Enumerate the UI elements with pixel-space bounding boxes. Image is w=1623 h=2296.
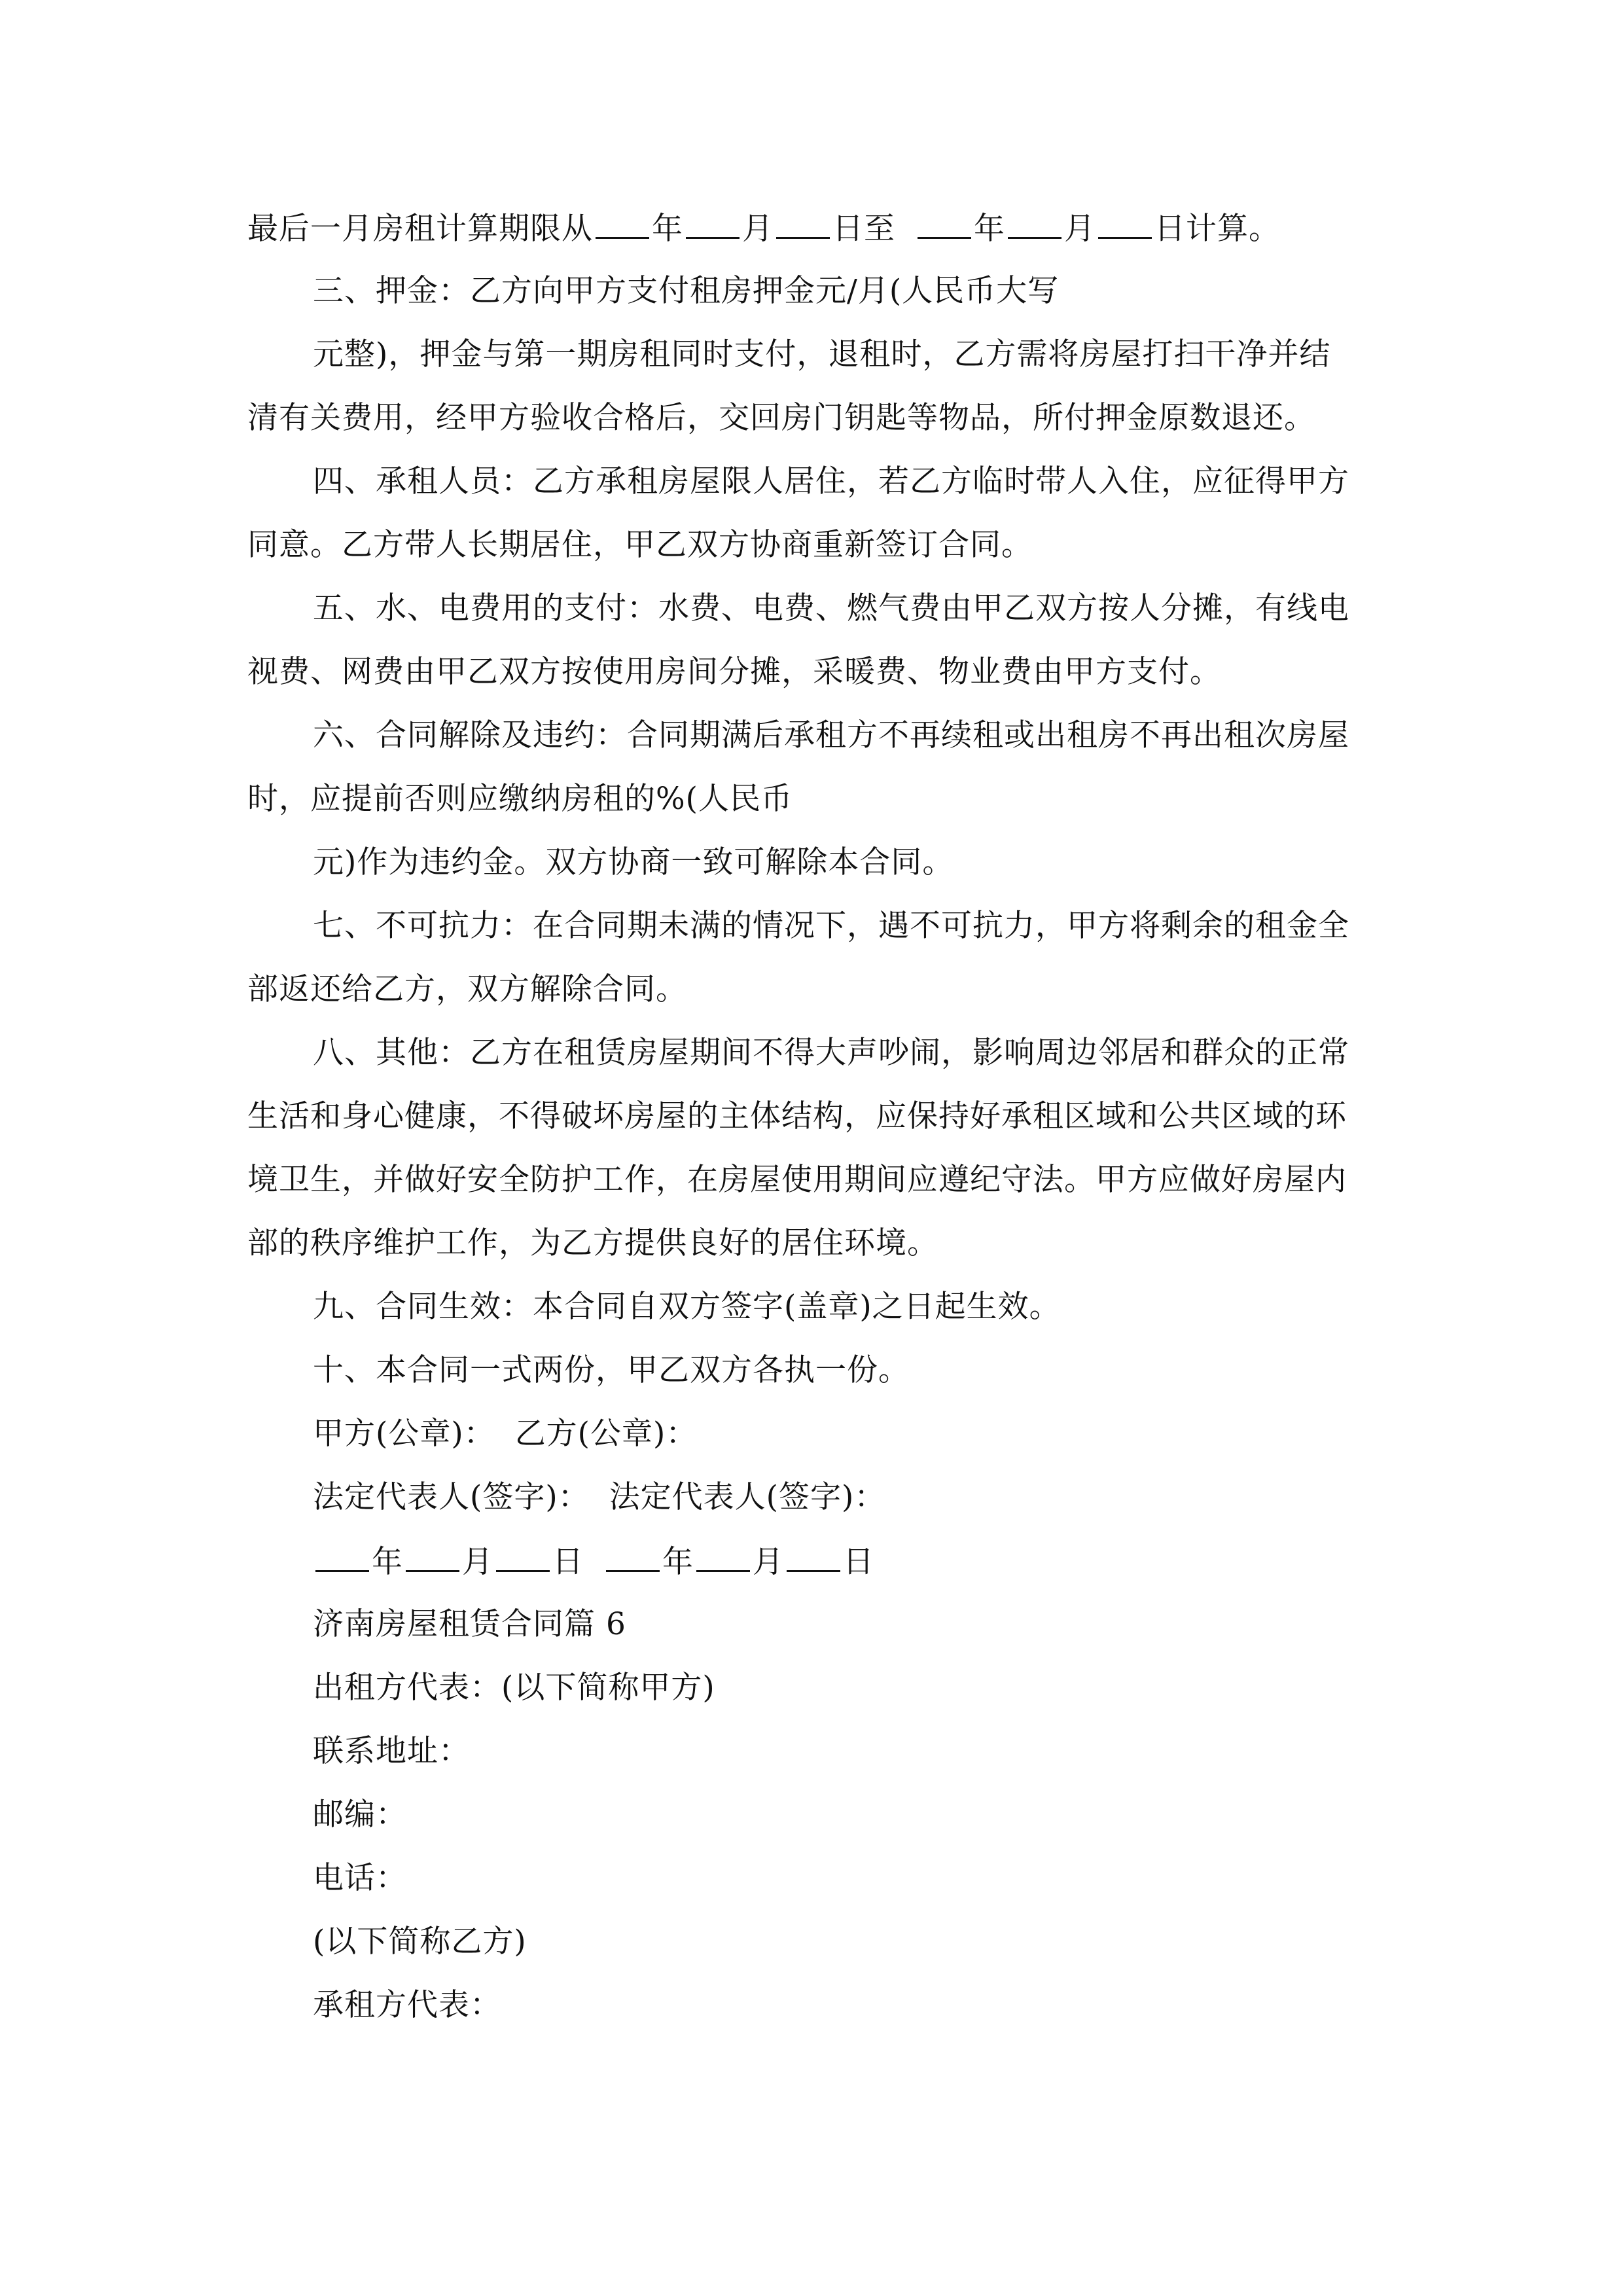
text-segment: 年 (372, 1544, 403, 1580)
text-line (247, 208, 1386, 249)
text-line: 六、合同解除及违约：合同期满后承租方不再续租或出租房不再出租次房屋 (313, 717, 1349, 753)
text-line: 三、押金：乙方向甲方支付租房押金元/月(人民币大写 (313, 273, 1060, 309)
fill-blank (406, 1541, 459, 1572)
text-segment: 日至 (832, 211, 895, 247)
party-a-seal-label: 甲方(公章)： (313, 1416, 495, 1452)
postcode-field: 邮编： (313, 1797, 407, 1833)
party-b-seal-label: 乙方(公章)： (514, 1416, 698, 1452)
text-segment: 日计算。 (1154, 211, 1280, 247)
text-line: 元)作为违约金。双方协商一致可解除本合同。 (313, 844, 954, 880)
fill-blank (787, 1541, 840, 1572)
text-line: 生活和身心健康，不得破坏房屋的主体结构，应保持好承租区域和公共区域的环 (247, 1098, 1347, 1134)
text-line: 时，应提前否则应缴纳房租的%(人民币 (247, 781, 793, 817)
text-segment: 最后一月房租计算期限从 (247, 211, 593, 247)
text-line: 七、不可抗力：在合同期未满的情况下，遇不可抗力，甲方将剩余的租金全 (313, 908, 1349, 944)
text-segment: 月 (742, 211, 774, 247)
fill-blank (1098, 208, 1152, 239)
text-line: 部的秩序维护工作，为乙方提供良好的居住环境。 (247, 1225, 938, 1261)
signature-representative-line (313, 1478, 1386, 1517)
text-segment: 日 (552, 1544, 584, 1580)
fill-blank (496, 1541, 550, 1572)
lessee-representative-field: 承租方代表： (313, 1987, 501, 2023)
text-segment: 月 (1064, 211, 1096, 247)
text-segment: 日 (843, 1544, 874, 1580)
fill-blank (696, 1541, 750, 1572)
lessee-note: (以下简称乙方) (313, 1924, 527, 1960)
fill-blank (596, 208, 649, 239)
text-line: 境卫生，并做好安全防护工作，在房屋使用期间应遵纪守法。甲方应做好房屋内 (247, 1162, 1347, 1198)
contact-address-field: 联系地址： (313, 1733, 470, 1769)
section-heading: 济南房屋租赁合同篇 6 (313, 1606, 626, 1642)
fill-blank (1008, 208, 1061, 239)
phone-field: 电话： (313, 1860, 407, 1896)
text-line: 十、本合同一式两份，甲乙双方各执一份。 (313, 1352, 910, 1388)
text-segment: 年 (662, 1544, 694, 1580)
fill-blank (686, 208, 740, 239)
party-b-representative-label: 法定代表人(签字)： (609, 1479, 886, 1515)
text-line: 八、其他：乙方在租赁房屋期间不得大声吵闹，影响周边邻居和群众的正常 (313, 1035, 1349, 1071)
text-line: 四、承租人员：乙方承租房屋限人居住，若乙方临时带人入住，应征得甲方 (313, 463, 1349, 499)
text-line: 部返还给乙方，双方解除合同。 (247, 971, 687, 1007)
fill-blank (918, 208, 971, 239)
party-a-representative-label: 法定代表人(签字)： (313, 1479, 590, 1515)
signature-date-line (313, 1541, 1386, 1582)
signature-party-line (313, 1414, 1386, 1454)
fill-blank (315, 1541, 369, 1572)
text-line: 清有关费用，经甲方验收合格后，交回房门钥匙等物品，所付押金原数退还。 (247, 400, 1315, 436)
text-segment: 年 (652, 211, 683, 247)
text-segment: 年 (974, 211, 1005, 247)
text-segment: 月 (462, 1544, 493, 1580)
text-segment: 月 (753, 1544, 784, 1580)
fill-blank (606, 1541, 660, 1572)
text-line: 视费、网费由甲乙双方按使用房间分摊，采暖费、物业费由甲方支付。 (247, 654, 1221, 690)
text-line: 同意。乙方带人长期居住，甲乙双方协商重新签订合同。 (247, 527, 1033, 563)
fill-blank (776, 208, 830, 239)
text-line: 元整)，押金与第一期房租同时支付，退租时，乙方需将房屋打扫干净并结 (313, 336, 1331, 372)
lessor-representative-field: 出租方代表：(以下简称甲方) (313, 1670, 715, 1706)
text-line: 五、水、电费用的支付：水费、电费、燃气费由甲乙双方按人分摊，有线电 (313, 590, 1349, 626)
text-line: 九、合同生效：本合同自双方签字(盖章)之日起生效。 (313, 1289, 1061, 1325)
